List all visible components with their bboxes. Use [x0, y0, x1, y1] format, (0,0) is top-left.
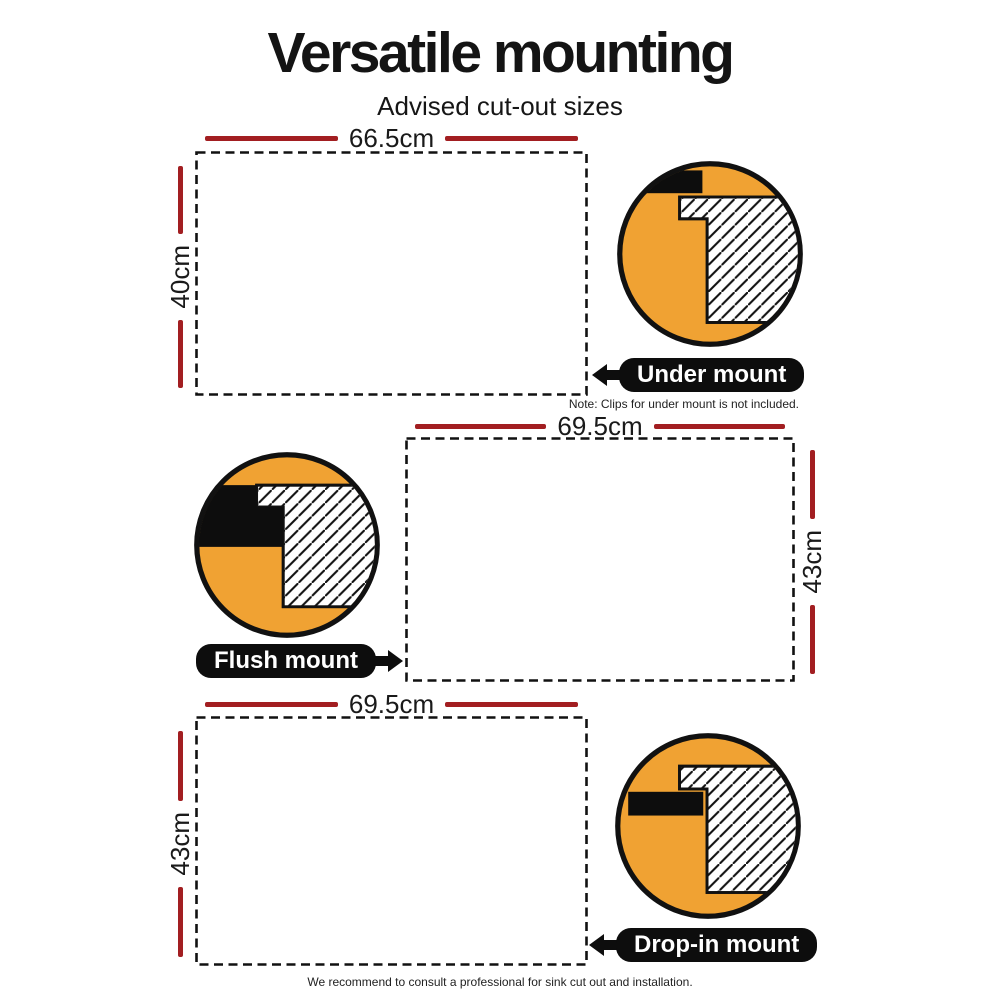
dimension-line-segment — [654, 424, 785, 429]
flush-mount-width-label: 69.5cm — [557, 411, 643, 441]
under-mount-label: Under mount — [619, 358, 804, 392]
under-mount-cross-section-icon — [615, 159, 805, 349]
under-mount-note: Note: Clips for under mount is not included. — [568, 397, 799, 411]
under-mount-height-dimension-line — [164, 166, 196, 388]
dimension-line-segment — [445, 702, 578, 707]
drop-in-mount-cutout-outline — [195, 716, 588, 966]
under-mount-width-label: 66.5cm — [348, 123, 435, 153]
dimension-line-segment — [178, 320, 183, 388]
arrow-left-icon — [589, 932, 619, 958]
arrow-left-icon — [592, 362, 622, 388]
under-mount-height-label: 40cm — [165, 245, 195, 309]
dimension-line-segment — [178, 731, 183, 801]
drop-in-mount-width-label: 69.5cm — [348, 689, 435, 719]
dimension-line-segment — [810, 605, 815, 674]
dimension-line-segment — [205, 136, 338, 141]
arrow-right-icon — [373, 648, 403, 674]
under-mount-label-pill — [592, 358, 804, 392]
drop-in-mount-width-dimension-line — [205, 689, 578, 719]
drop-in-mount-cross-section-icon — [613, 731, 803, 921]
drop-in-mount-label: Drop-in mount — [616, 928, 817, 962]
page-subtitle: Advised cut-out sizes — [377, 91, 623, 121]
flush-mount-label: Flush mount — [196, 644, 376, 678]
dimension-line-segment — [178, 887, 183, 957]
under-mount-cutout-outline — [195, 151, 588, 396]
flush-mount-width-dimension-line — [415, 411, 785, 441]
drop-in-mount-height-label: 43cm — [165, 812, 195, 876]
flush-mount-cross-section-icon — [192, 450, 382, 640]
flush-mount-height-dimension-line — [796, 450, 828, 674]
dimension-line-segment — [415, 424, 546, 429]
drop-in-mount-label-pill — [589, 928, 817, 962]
flush-mount-cutout-outline — [405, 437, 795, 682]
page-title: Versatile mounting — [267, 21, 733, 85]
dimension-line-segment — [205, 702, 338, 707]
flush-mount-label-pill — [196, 644, 403, 678]
footer-note: We recommend to consult a professional for sink cut out and installation. — [307, 975, 693, 989]
dimension-line-segment — [178, 166, 183, 234]
under-mount-width-dimension-line — [205, 123, 578, 153]
flush-mount-height-label: 43cm — [797, 530, 827, 594]
dimension-line-segment — [445, 136, 578, 141]
dimension-line-segment — [810, 450, 815, 519]
drop-in-mount-height-dimension-line — [164, 731, 196, 957]
